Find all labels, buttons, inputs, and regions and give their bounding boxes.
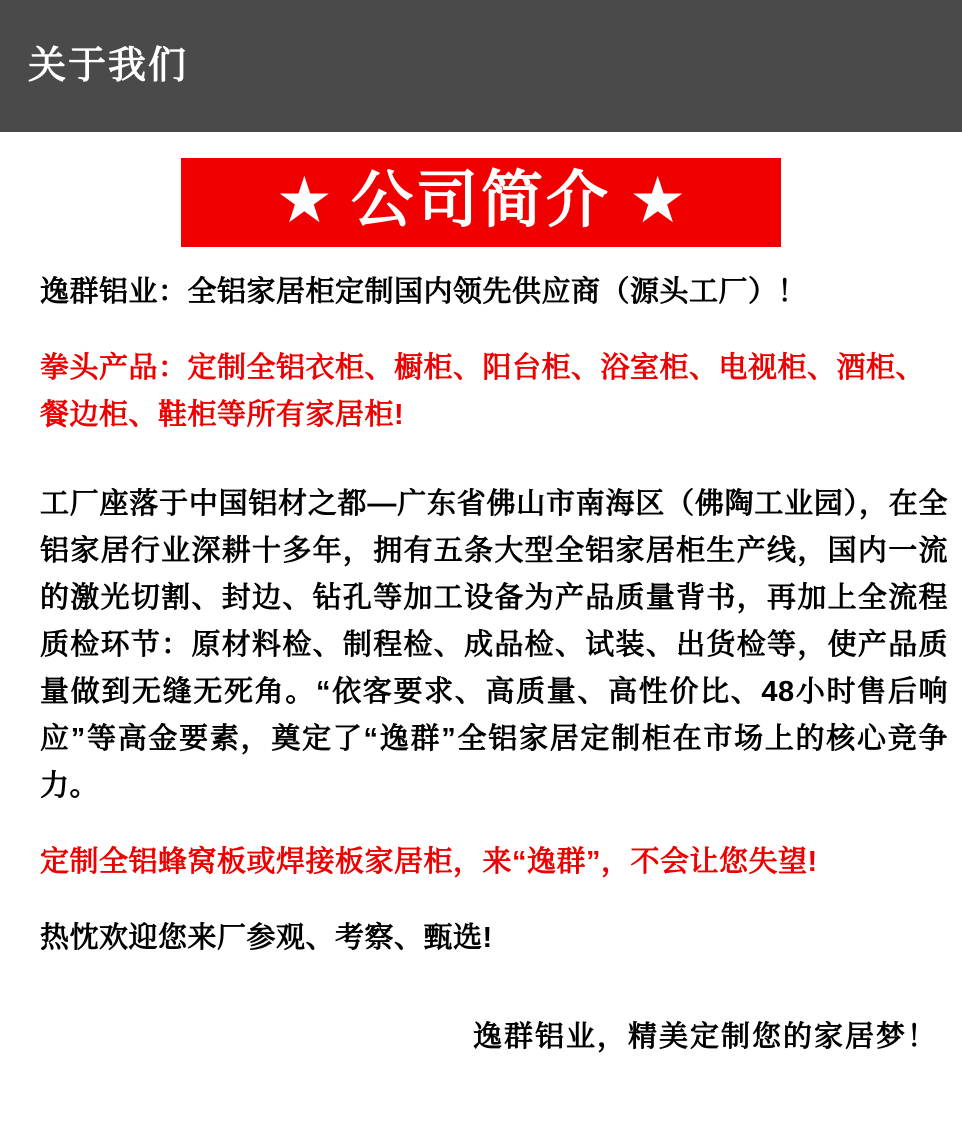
banner-title: 公司简介 xyxy=(350,166,611,235)
intro-paragraph: 逸群铝业：全铝家居柜定制国内领先供应商（源头工厂）！ xyxy=(40,276,808,309)
page-header xyxy=(0,0,962,132)
slogan-paragraph: 逸群铝业，精美定制您的家居梦！ xyxy=(472,1020,938,1053)
closing-highlight-paragraph: 定制全铝蜂窝板或焊接板家居柜，来“逸群”，不会让您失望! xyxy=(40,845,818,878)
main-paragraph: 工厂座落于中国铝材之都—广东省佛山市南海区（佛陶工业园），在全铝家居行业深耕十多年，拥有五条大型全铝家居柜生产线，国内一流的激光切割、封边、钻孔等加工设备为产品质量背书，再加上全流程质检环节：原材料检、制程检、成品检、试装、出货检等，使产品质量做到无缝无死角。“依客要求、高质量、高性价比、48小时售后响应”等高金要素，奠定了“逸群”全铝家居定制柜在市场上的核心竞争力。 xyxy=(40,488,948,802)
welcome-paragraph: 热忱欢迎您来厂参观、考察、甄选! xyxy=(40,921,493,954)
star-icon-left: ★ xyxy=(275,163,333,236)
company-profile-banner xyxy=(181,158,781,247)
content-area xyxy=(0,158,962,1061)
star-icon-right: ★ xyxy=(629,163,687,236)
company-profile-banner-wrap xyxy=(40,158,948,247)
page-title: 关于我们 xyxy=(28,45,189,87)
products-paragraph: 拳头产品：定制全铝衣柜、橱柜、阳台柜、浴室柜、电视柜、酒柜、餐边柜、鞋柜等所有家居柜! xyxy=(40,352,926,432)
